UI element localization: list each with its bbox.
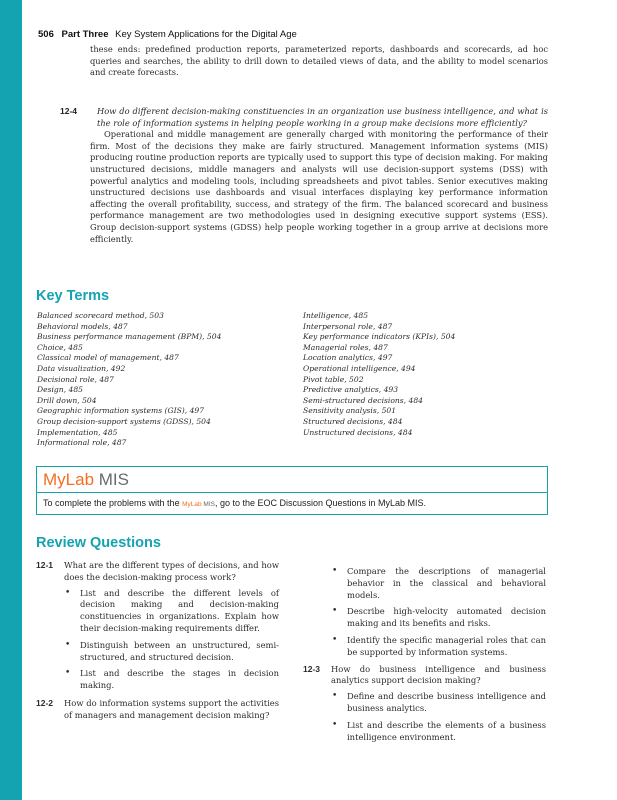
question-number: 12-4 — [60, 106, 78, 116]
key-term: Drill down, 504 — [37, 395, 97, 405]
sidebar-color-band — [0, 0, 22, 800]
key-term: Informational role, 487 — [37, 438, 127, 448]
bullet-item: • Compare the descriptions of managerial behavior in the classical and behavioral models. — [331, 566, 546, 601]
bullet-item: • Distinguish between an unstructured, semi-structured, and structured decision. — [64, 640, 279, 664]
key-terms-right-column — [303, 311, 455, 438]
summary-question-12-4 — [60, 106, 548, 245]
mylab-title-mis: MIS — [94, 470, 129, 489]
review-question-12-2 — [36, 698, 279, 722]
key-term: Key performance indicators (KPIs), 504 — [303, 332, 456, 342]
review-right-column — [303, 566, 546, 749]
mylab-text-after: , go to the EOC Discussion Questions in MyLab MIS. — [214, 498, 427, 508]
bullet-item: • List and describe the stages in decision making. — [64, 668, 279, 692]
key-term: Managerial roles, 487 — [303, 342, 388, 352]
key-term: Design, 485 — [37, 385, 83, 395]
bullet-list — [331, 566, 546, 659]
bullet-item: • List and describe the elements of a business intelligence environment. — [331, 720, 546, 744]
key-term: Classical model of management, 487 — [37, 353, 179, 363]
key-term: Behavioral models, 487 — [37, 321, 128, 331]
key-term: Location analytics, 497 — [303, 353, 393, 363]
key-term: Predictive analytics, 493 — [303, 385, 399, 395]
mylab-title — [43, 470, 129, 490]
bullet-item: • Identify the specific managerial roles that can be supported by information systems. — [331, 635, 546, 659]
key-term: Data visualization, 492 — [37, 363, 126, 373]
key-term: Group decision-support systems (GDSS), 504 — [37, 416, 211, 426]
question-text: How do business intelligence and business analytics support decision making? — [331, 663, 546, 686]
mylab-title-brand: MyLab — [43, 470, 95, 489]
key-terms-left-column — [37, 311, 221, 449]
bullet-item: • List and describe the different levels of decision making and decision-making constituencies in organizations. Explain how their decision-making requirements differ. — [64, 588, 279, 635]
mylab-inline-brand: MyLab — [182, 501, 202, 508]
review-questions-heading: Review Questions — [36, 535, 161, 551]
review-question-12-1 — [36, 560, 279, 692]
key-term: Choice, 485 — [37, 342, 83, 352]
bullet-list — [331, 691, 546, 743]
part-title: Key System Applications for the Digital Age — [115, 29, 297, 40]
key-term: Operational intelligence, 494 — [303, 363, 416, 373]
mylab-instruction — [43, 498, 426, 508]
mylab-divider — [37, 492, 547, 493]
key-term: Sensitivity analysis, 501 — [303, 406, 397, 416]
review-question-12-3 — [303, 664, 546, 744]
answer-text: Operational and middle management are generally charged with monitoring the performance of their firm. Most of the decisions they make are fairly structured. Management information systems (MIS) producing routine production reports are typically used to support this type of decision making. For making unstructured decisions, middle managers and analysts will use decision-support systems (DSS) with powerful analytics and modeling tools, including spreadsheets and pivot tables. Senior executives making unstructured decisions use dashboards and visual interfaces displaying key performance information affecting the overall profitability, success, and strategy of the firm. The balanced scorecard and business performance management are two methodologies used in designing executive support systems (ESS). Group decision-support systems (GDSS) help people working together in a group arrive at decisions more efficiently. — [90, 129, 548, 244]
key-term: Interpersonal role, 487 — [303, 321, 393, 331]
key-term: Semi-structured decisions, 484 — [303, 395, 423, 405]
key-term: Geographic information systems (GIS), 497 — [37, 406, 205, 416]
bullet-item: • Describe high-velocity automated decision making and its benefits and risks. — [331, 606, 546, 630]
mylab-callout-box — [36, 466, 548, 515]
question-text: How do information systems support the activities of managers and management decision making? — [64, 697, 279, 720]
bullet-list — [64, 588, 279, 692]
question-number: 12-2 — [36, 697, 54, 708]
question-text: How do different decision-making constituencies in an organization use business intelligence, and what is the role of information systems in helping people working in a group make decisions more efficiently? — [97, 106, 548, 128]
key-term: Structured decisions, 484 — [303, 416, 403, 426]
question-number: 12-1 — [36, 560, 54, 570]
key-term: Decisional role, 487 — [37, 374, 114, 384]
review-left-column — [36, 560, 279, 728]
question-text: What are the different types of decisions, and how does the decision-making process work? — [64, 560, 279, 582]
intro-paragraph: these ends: predefined production reports, parameterized reports, dashboards and scorecards, ad hoc queries and searches, the ability to drill down to detailed views of data, and the ability to model scenarios and create forecasts. — [90, 44, 548, 78]
page-number: 506 — [38, 29, 54, 40]
running-header — [38, 29, 297, 40]
key-terms-heading: Key Terms — [36, 288, 110, 304]
mylab-text-before: To complete the problems with the — [43, 498, 183, 508]
key-term: Pivot table, 502 — [303, 374, 364, 384]
part-label: Part Three — [61, 29, 109, 40]
bullet-item: • Define and describe business intelligence and business analytics. — [331, 691, 546, 715]
key-term: Business performance management (BPM), 504 — [37, 332, 222, 342]
question-number: 12-3 — [303, 663, 321, 674]
key-term: Intelligence, 485 — [303, 311, 369, 320]
key-term: Implementation, 485 — [37, 427, 118, 437]
mylab-inline-mis: MIS — [201, 501, 215, 508]
key-term: Unstructured decisions, 484 — [303, 427, 413, 437]
key-term: Balanced scorecard method, 503 — [37, 311, 164, 320]
